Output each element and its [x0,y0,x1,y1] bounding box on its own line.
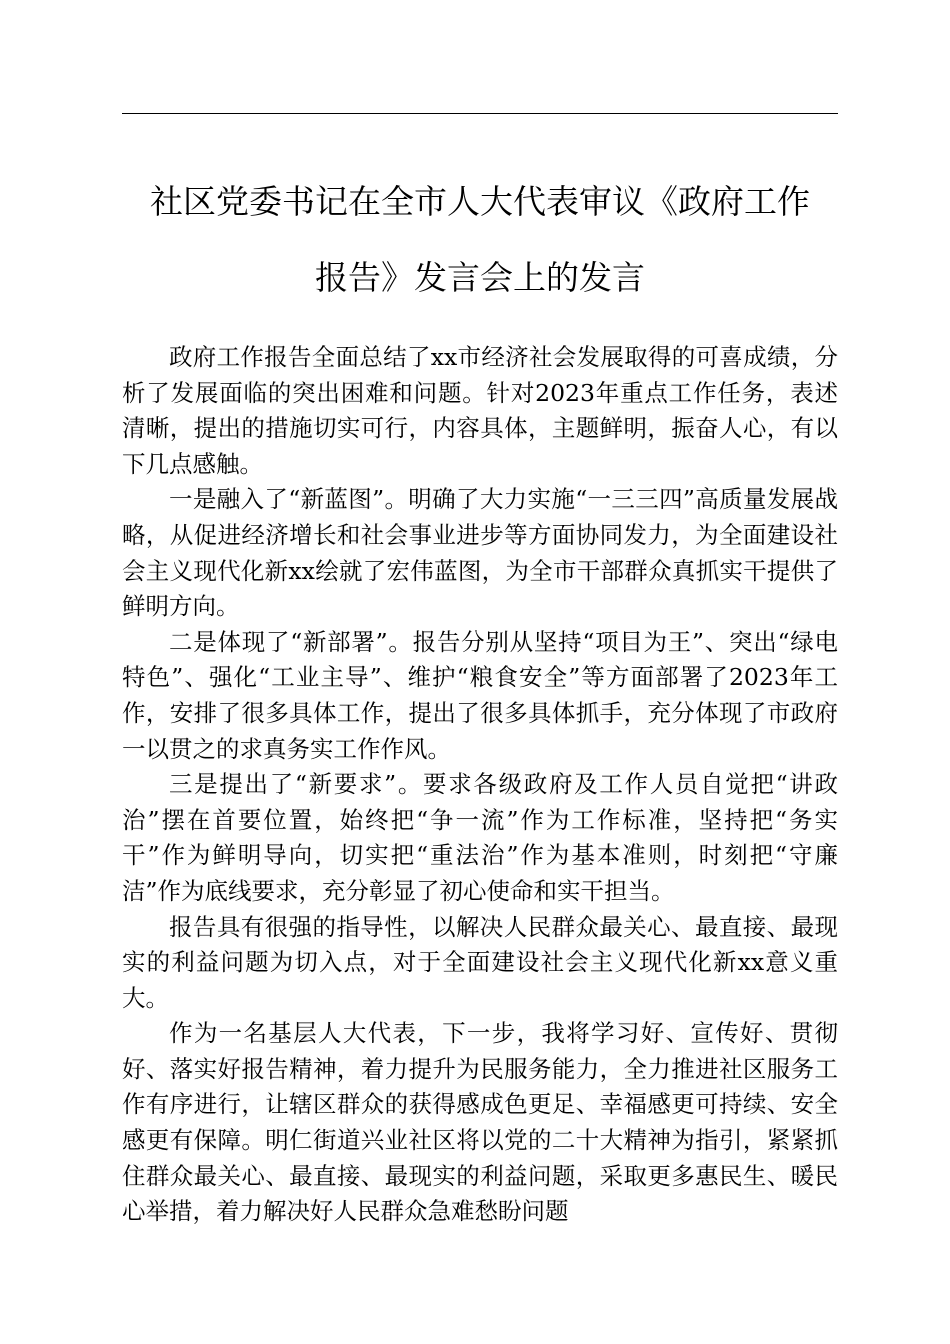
paragraph-new-deployment: 二是体现了“新部署”。报告分别从坚持“项目为王”、突出“绿电特色”、强化“工业主导”、维护“粮食安全”等方面部署了2023年工作，安排了很多具体工作，提出了很多具体抓手，充分体现了市政府一以贯之的求真务实工作作风。 [122,627,838,763]
title-line-1: 社区党委书记在全市人大代表审议《政府工作 [150,182,810,221]
title-line-2: 报告》发言会上的发言 [315,258,645,297]
paragraph-new-blueprint: 一是融入了“新蓝图”。明确了大力实施“一三三四”高质量发展战略，从促进经济增长和社会事业进步等方面协同发力，为全面建设社会主义现代化新xx绘就了宏伟蓝图，为全市干部群众真抓实干提供了鲜明方向。 [122,485,838,621]
paragraph-new-requirements: 三是提出了“新要求”。要求各级政府及工作人员自觉把“讲政治”摆在首要位置，始终把“争一流”作为工作标准，坚持把“务实干”作为鲜明导向，切实把“重法治”作为基本准则，时刻把“守廉洁”作为底线要求，充分彰显了初心使命和实干担当。 [122,770,838,905]
header-rule [122,113,838,114]
document-title [100,164,860,316]
document-body [122,340,838,1230]
paragraph-intro: 政府工作报告全面总结了xx市经济社会发展取得的可喜成绩，分析了发展面临的突出困难和问题。针对2023年重点工作任务，表述清晰，提出的措施切实可行，内容具体，主题鲜明，振奋人心，有以下几点感触。 [122,343,838,478]
paragraph-next-steps: 作为一名基层人大代表，下一步，我将学习好、宣传好、贯彻好、落实好报告精神，着力提升为民服务能力，全力推进社区服务工作有序进行，让辖区群众的获得感成色更足、幸福感更可持续、安全感更有保障。明仁街道兴业社区将以党的二十大精神为指引，紧紧抓住群众最关心、最直接、最现实的利益问题，采取更多惠民生、暖民心举措，着力解决好人民群众急难愁盼问题 [122,1019,838,1226]
paragraph-guidance: 报告具有很强的指导性，以解决人民群众最关心、最直接、最现实的利益问题为切入点，对于全面建设社会主义现代化新xx意义重大。 [122,912,838,1012]
